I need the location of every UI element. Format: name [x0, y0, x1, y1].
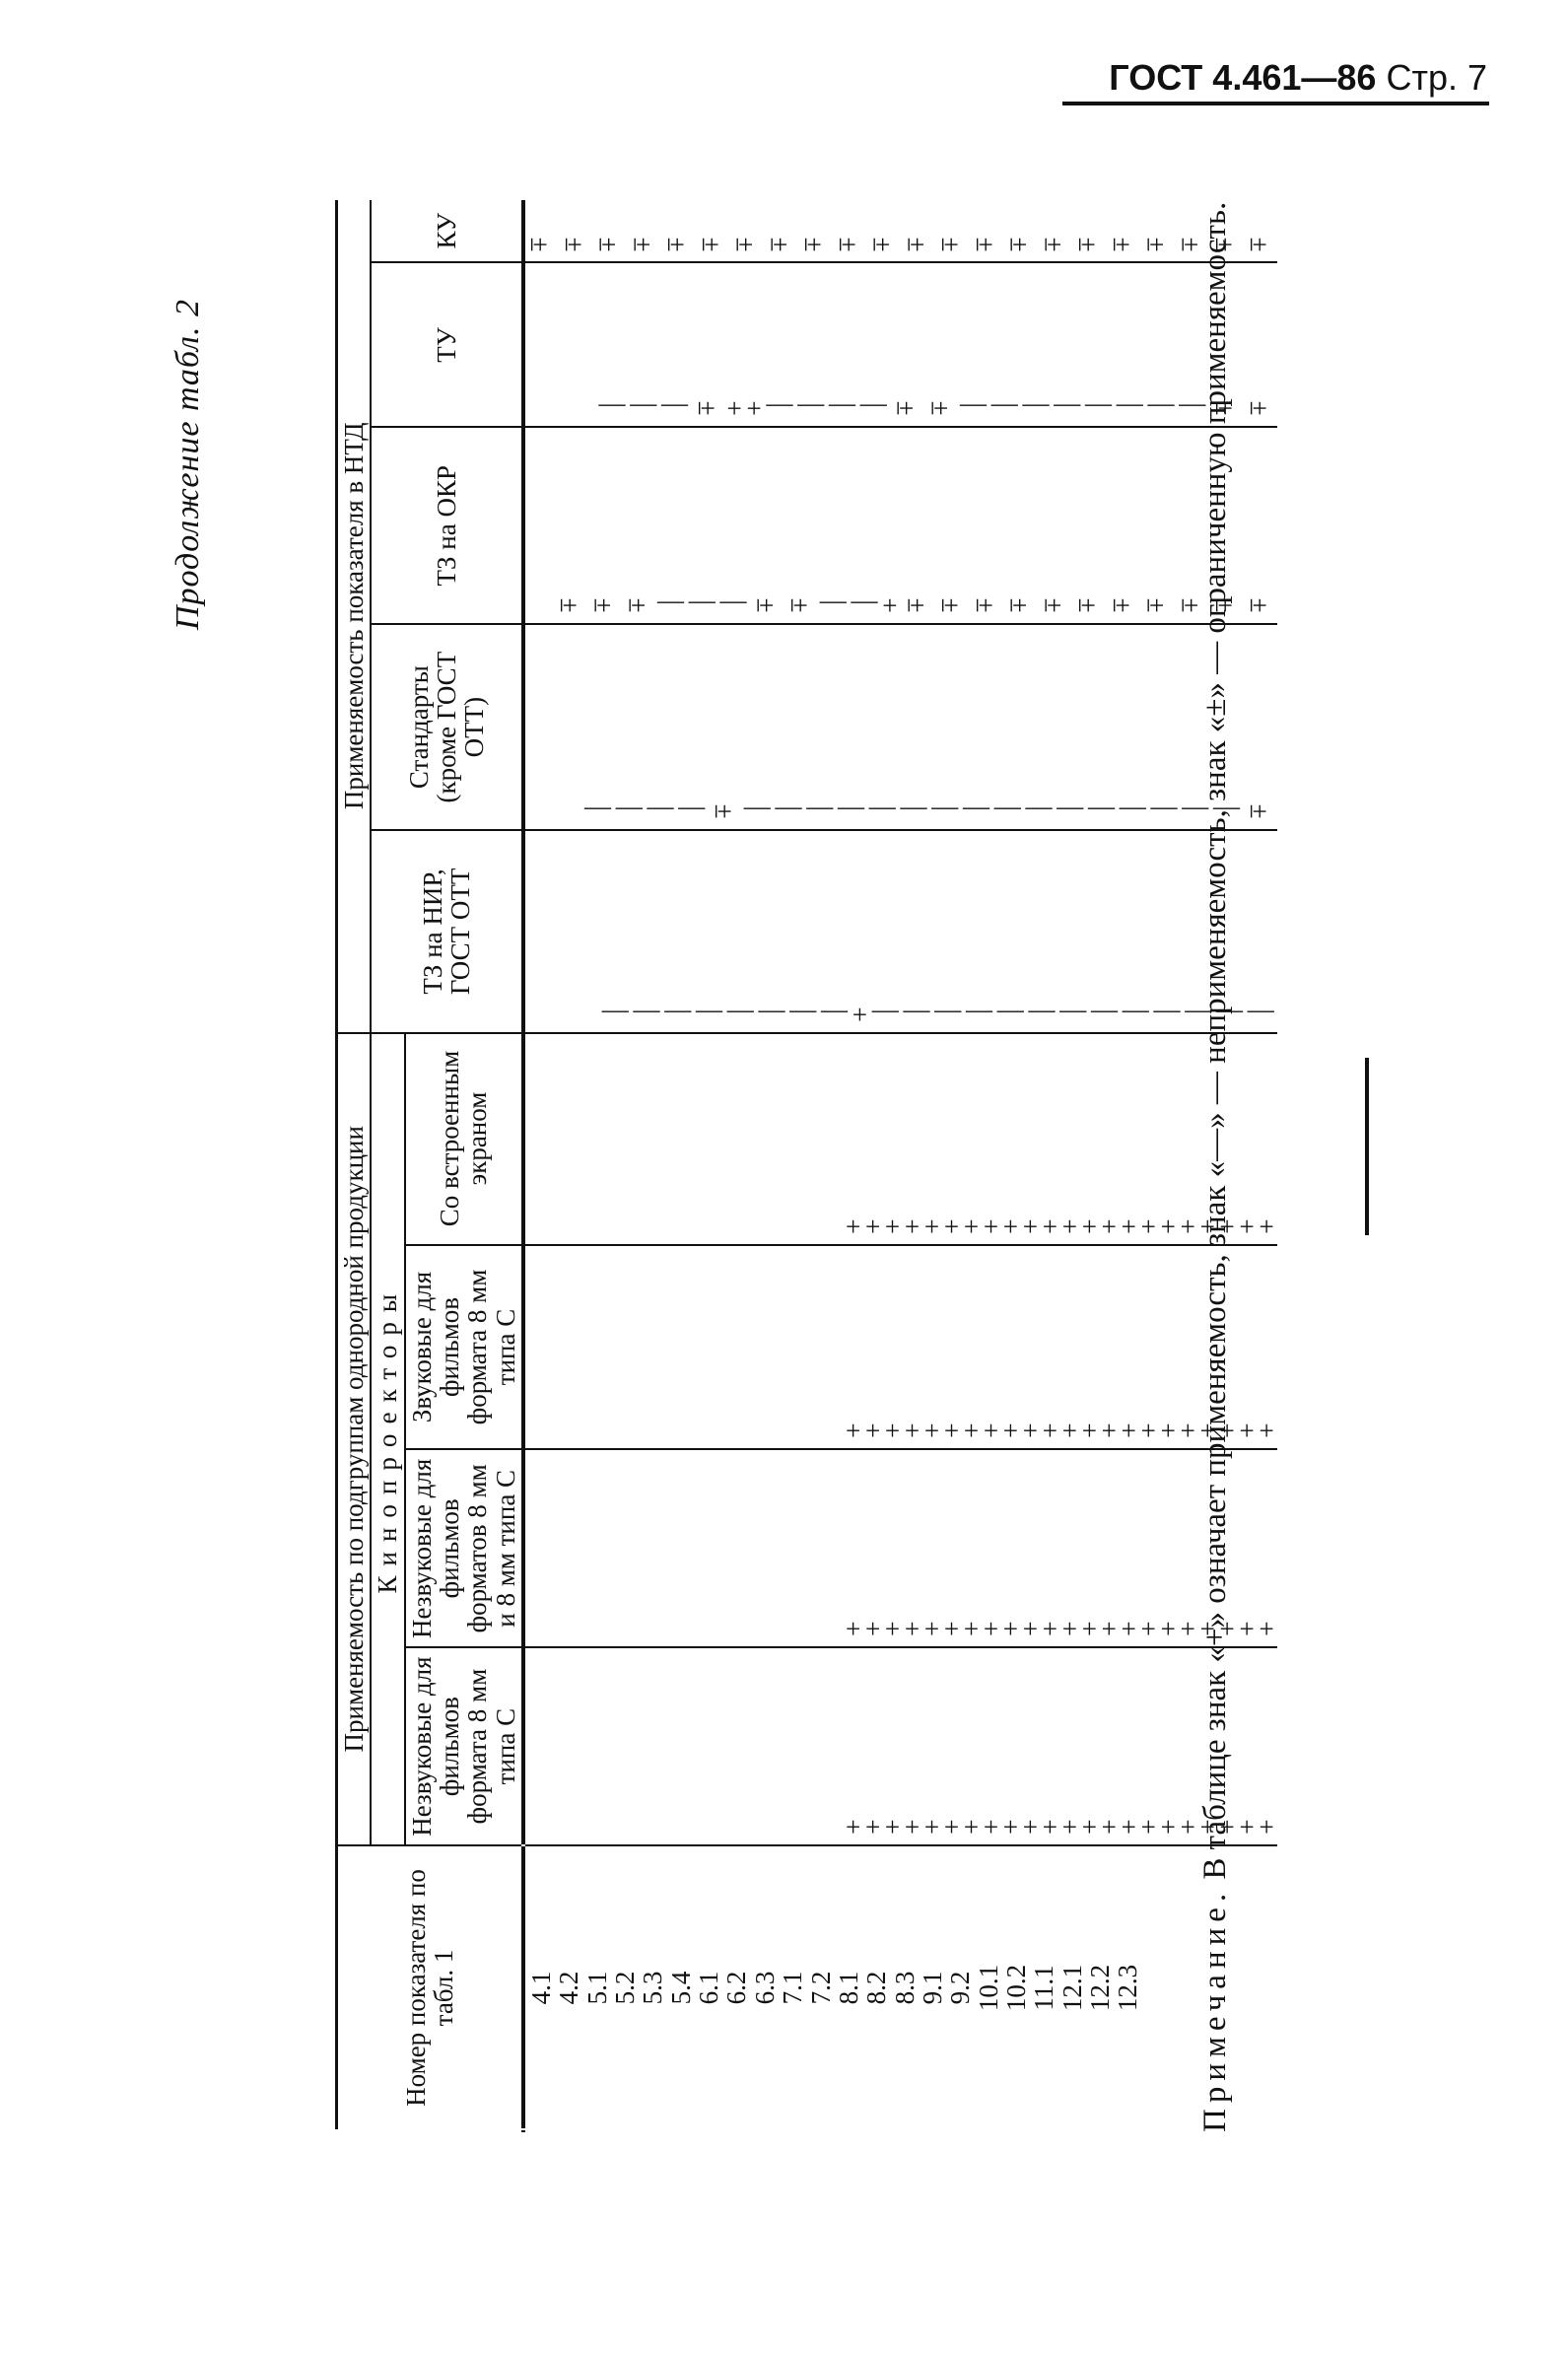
row-number: 8.1 [833, 1971, 863, 2005]
col-silent-8c: Незвуковые для фильмов формата 8 мм типа С [405, 1647, 522, 1845]
col-sound-8c: Звуковые для фильмов формата 8 мм типа С [405, 1245, 522, 1450]
col-tu: ТУ [371, 262, 522, 427]
kinoproektory-header: Кинопроекторы [371, 1033, 404, 1845]
row-number: 8.3 [889, 1971, 920, 2005]
col-silent-8-8c: Незвуковые для фильмов форматов 8 мм и 8 мм типа С [405, 1449, 522, 1647]
row-number: 5.4 [665, 1971, 696, 2005]
table-body-row [524, 200, 1277, 2129]
row-number: 6.3 [749, 1971, 780, 2005]
row-number: 5.1 [581, 1971, 612, 2005]
header-rule [1062, 102, 1489, 105]
row-number: 7.1 [778, 1971, 808, 2005]
row-number: 5.2 [610, 1971, 641, 2005]
row-number: 6.1 [694, 1971, 724, 2005]
applicability-table [335, 200, 1277, 2132]
note-text: В таблице знак «+» означает применяемость, знак «—» — неприменяемость, знак «±» — ограниченную применяемость. [1197, 201, 1233, 1880]
row-number: 12.1 [1057, 1964, 1087, 2012]
applicability-column-4: — — — — — — — — — — — — — + — — — — — — — — [524, 830, 1277, 1032]
row-number: 8.2 [861, 1971, 892, 2005]
row-number: 11.1 [1029, 1965, 1059, 2011]
col-standards: Стандарты (кроме ГОСТ ОТТ) [371, 624, 522, 830]
applicability-column-2: + + + + + + + + + + + + + + + + + + + + + + [524, 1245, 1277, 1450]
row-number: 6.2 [721, 1971, 752, 2005]
row-number: 12.3 [1113, 1964, 1143, 2012]
table-note [1193, 200, 1238, 2132]
col-tz-okr: ТЗ на ОКР [371, 427, 522, 624]
note-label: Примечание. [1197, 1887, 1233, 2132]
row-number: 9.1 [917, 1971, 947, 2005]
applicability-column-0: + + + + + + + + + + + + + + + + + + + + + + [524, 1647, 1277, 1845]
rotated-page [168, 200, 1419, 2132]
row-number: 4.2 [554, 1971, 584, 2005]
col-ku: КУ [371, 200, 522, 262]
col-tz-nir: ТЗ на НИР, ГОСТ ОТТ [371, 830, 522, 1032]
end-rule [1365, 1058, 1369, 1235]
applicability-column-5: ± — — — — — — — — — — — — — — — — ± — — — — [524, 624, 1277, 830]
continuation-title: Продолжение табл. 2 [170, 299, 206, 631]
applicability-column-1: + + + + + + + + + + + + + + + + + + + + + + [524, 1449, 1277, 1647]
page-header [1109, 57, 1487, 99]
row-number: 10.2 [1000, 1964, 1031, 2012]
row-number: 9.2 [945, 1971, 976, 2005]
applicability-column-3: + + + + + + + + + + + + + + + + + + + + + + [524, 1033, 1277, 1245]
row-number: 7.2 [805, 1971, 836, 2005]
row-number: 10.1 [973, 1964, 1003, 2012]
applicability-column-6: ± ± ± ± ± ± ± ± ± ± ± + — — ± ± — — — ± ± ± [524, 427, 1277, 624]
row-numbers [524, 1845, 1277, 2129]
page-number: Стр. 7 [1386, 57, 1487, 98]
row-number: 5.3 [638, 1971, 668, 2005]
row-number: 4.1 [526, 1971, 557, 2005]
doc-number: ГОСТ 4.461—86 [1109, 57, 1377, 98]
col-number-header: Номер показателя по табл. 1 [400, 1869, 459, 2107]
row-number: 12.2 [1084, 1964, 1115, 2012]
col-screen: Со встроенным экраном [405, 1033, 522, 1245]
ntd-header: Применяемость показателя в НТД [337, 200, 372, 1033]
applicability-column-7: ± ± — — — — — — — — ± ± — — — — + + ± — — — [524, 262, 1277, 427]
subgroups-header: Применяемость по подгруппам однородной продукции [337, 1033, 372, 1845]
applicability-column-8: ± ± ± ± ± ± ± ± ± ± ± ± ± ± ± ± ± ± ± ± ± ± [524, 200, 1277, 262]
